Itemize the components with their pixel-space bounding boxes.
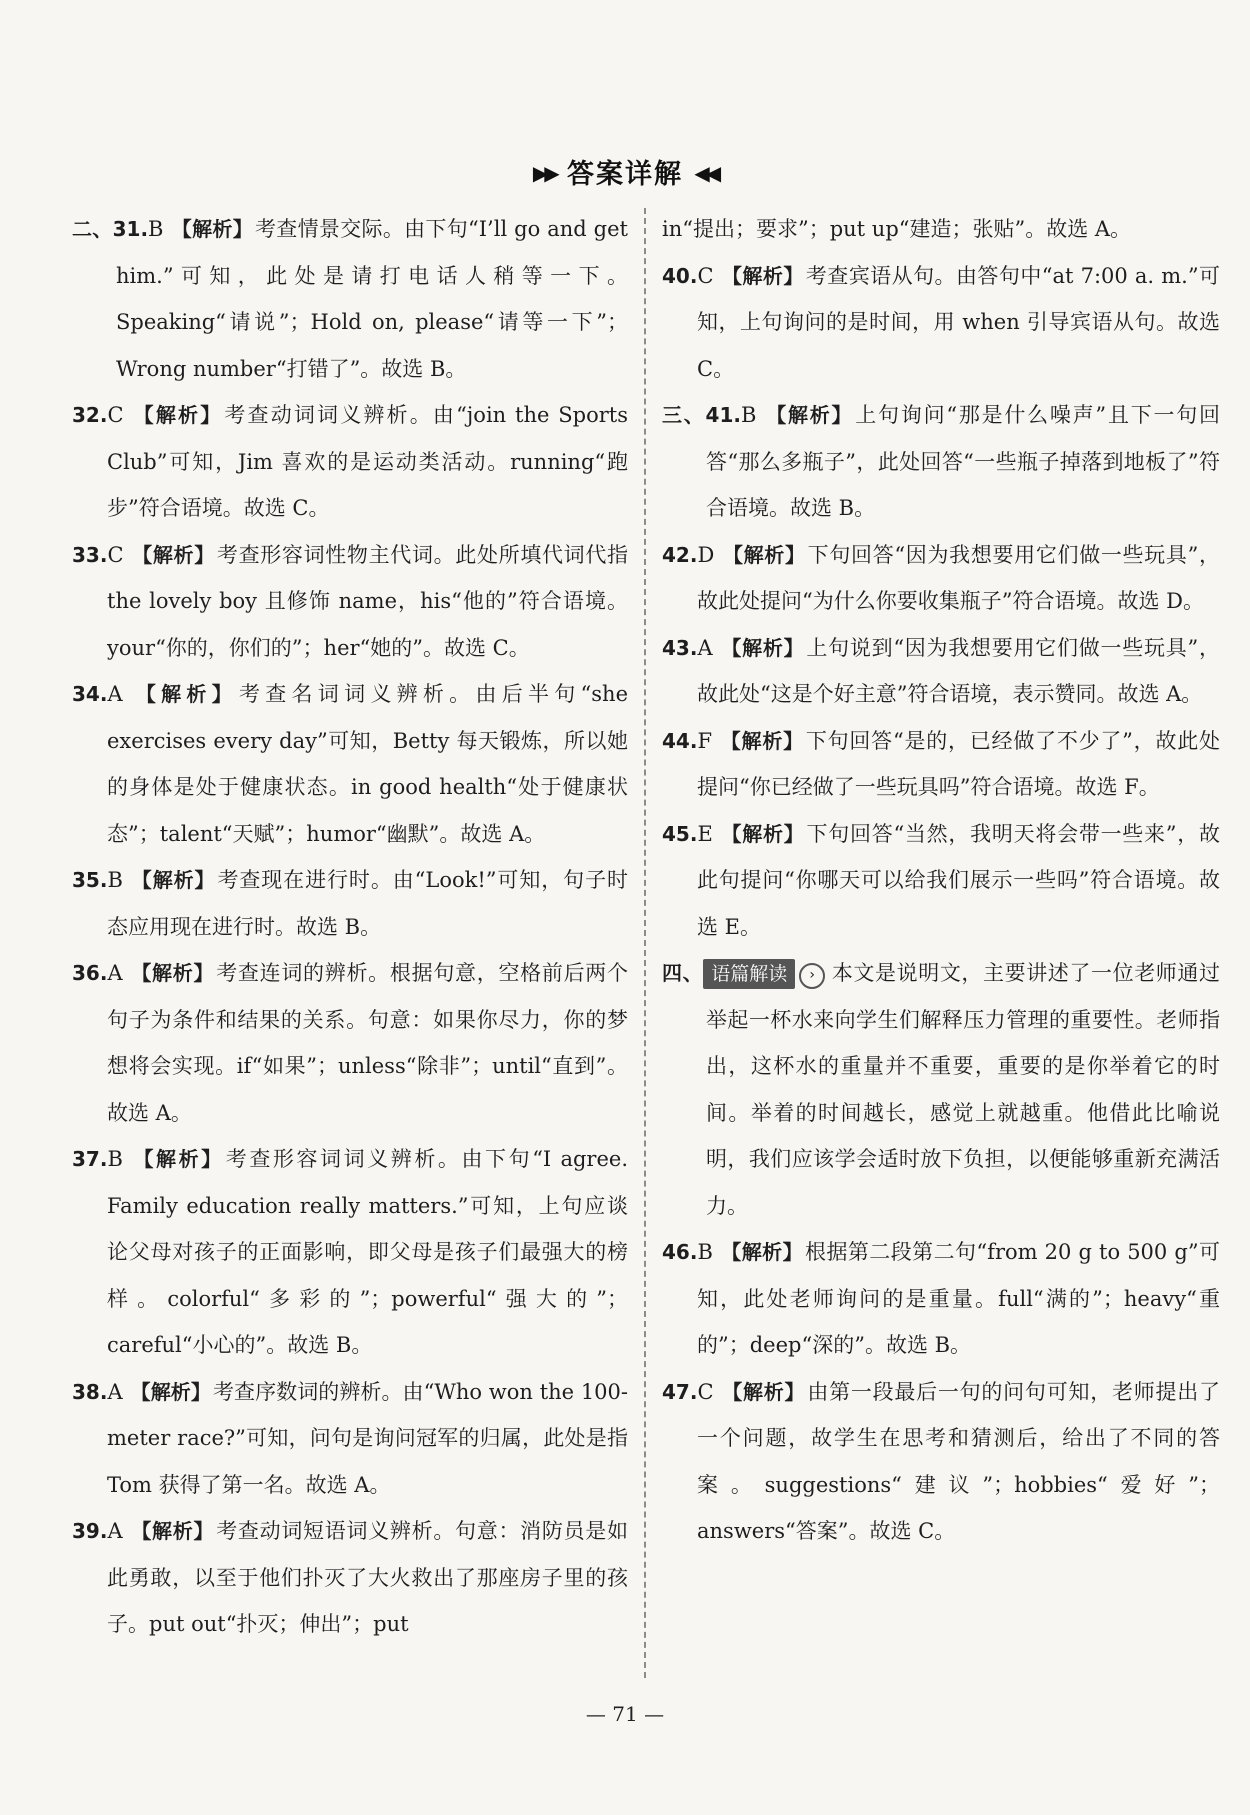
analysis-tag: 【解析】	[720, 821, 805, 846]
explanation-text: 下句回答“因为我想要用它们做一些玩具”，故此处提问“为什么你要收集瓶子”符合语境。故选 D。	[697, 542, 1220, 613]
explanation-text: 考查连词的辨析。根据句意，空格前后两个句子为条件和结果的关系。句意：如果你尽力，你的梦想将会实现。if“如果”；unless“除非”；until“直到”。故选 A。	[107, 961, 629, 1125]
question-number: 39.	[72, 1519, 108, 1543]
answer-letter: A	[107, 1519, 123, 1543]
explanation-text: 本文是说明文，主要讲述了一位老师通过举起一杯水来向学生们解释压力管理的重要性。老师指出，这杯水的重量并不重要，重要的是你举着它的时间。举着的时间越长，感觉上就越重。他借此比喻说明，我们应该学会适时放下负担，以便能够重新充满活力。	[706, 961, 1221, 1218]
answer-entry	[72, 671, 628, 857]
explanation-text: 下句回答“当然，我明天将会带一些来”，故此句提问“你哪天可以给我们展示一些吗”符合语境。故选 E。	[697, 821, 1220, 939]
answer-entry	[72, 950, 628, 1136]
question-number: 41.	[705, 403, 741, 427]
analysis-tag: 【解析】	[130, 1379, 211, 1404]
explanation-text: 根据第二段第二句“from 20 g to 500 g”可知，此处老师询问的是重量。full“满的”；heavy“重的”；deep“深的”。故选 B。	[697, 1240, 1220, 1357]
answer-letter: B	[107, 868, 123, 892]
analysis-tag: 【解析】	[130, 682, 237, 706]
analysis-tag: 【解析】	[720, 635, 805, 660]
answer-letter: F	[697, 728, 713, 753]
question-number: 34.	[72, 682, 108, 706]
analysis-tag: 【解析】	[130, 868, 216, 892]
section-number: 四、	[662, 961, 704, 985]
answer-entry	[662, 950, 1220, 1229]
question-number: 32.	[72, 403, 108, 427]
answer-letter: A	[107, 961, 123, 985]
answer-entry	[662, 1369, 1220, 1555]
answer-entry	[662, 811, 1220, 951]
analysis-tag: 【解析】	[721, 263, 804, 288]
answer-letter: D	[697, 542, 715, 567]
right-column	[662, 206, 1220, 1555]
explanation-text: 由第一段最后一句的问句可知，老师提出了一个问题，故学生在思考和猜测后，给出了不同的答案。suggestions“建议”；hobbies“爱好”；answers“答案”。故选 C。	[697, 1379, 1221, 1543]
answer-letter: A	[107, 1379, 123, 1404]
question-number: 43.	[662, 635, 698, 660]
answer-entry	[72, 1136, 628, 1369]
question-number: 33.	[72, 542, 108, 567]
answer-letter: A	[107, 682, 123, 706]
explanation-text: 考查序数词的辨析。由“Who won the 100-meter race?”可知，问句是询问冠军的归属，此处是指 Tom 获得了第一名。故选 A。	[107, 1379, 628, 1497]
column-divider	[644, 208, 646, 1678]
answer-letter: C	[697, 1379, 714, 1404]
analysis-tag: 【解析】	[130, 961, 215, 985]
answer-entry	[72, 206, 628, 392]
question-number: 37.	[72, 1147, 108, 1171]
answer-entry	[662, 718, 1220, 811]
question-number: 44.	[662, 728, 698, 753]
answer-letter: E	[697, 821, 713, 846]
analysis-tag: 【解析】	[131, 403, 223, 427]
section-number: 二、	[72, 217, 113, 241]
answer-entry	[662, 253, 1220, 393]
answer-letter: B	[107, 1147, 123, 1171]
page-title: 答案详解	[567, 159, 683, 190]
answer-entry	[72, 392, 628, 532]
question-number: 40.	[662, 263, 698, 288]
explanation-text: 考查形容词词义辨析。由下句“I agree. Family education really matters.”可知，上句应谈论父母对孩子的正面影响，即父母是孩子们最强大的榜样。colorful“多彩的”；powerful“强大的”；careful“小心的”。故选 B。	[107, 1147, 629, 1357]
answer-letter: B	[697, 1240, 713, 1264]
explanation-text: 考查现在进行时。由“Look!”可知，句子时态应用现在进行时。故选 B。	[107, 868, 628, 939]
explanation-text: 考查动词词义辨析。由“join the Sports Club”可知，Jim 喜欢的是运动类活动。running“跑步”符合语境。故选 C。	[107, 403, 629, 520]
analysis-tag: 【解析】	[171, 217, 253, 241]
question-number: 45.	[662, 821, 698, 846]
answer-entry	[72, 1369, 628, 1509]
explanation-text: 考查宾语从句。由答句中“at 7:00 a. m.”可知，上句询问的是时间，用 when 引导宾语从句。故选 C。	[697, 263, 1221, 381]
question-number: 35.	[72, 868, 108, 892]
answer-entry	[662, 206, 1220, 253]
answer-entry	[72, 1508, 628, 1648]
question-number: 42.	[662, 542, 698, 567]
answer-entry	[72, 857, 628, 950]
answer-entry	[662, 392, 1220, 532]
section-header	[0, 152, 1250, 191]
answer-letter: C	[697, 263, 714, 288]
analysis-tag: 【解析】	[720, 1240, 804, 1264]
explanation-text: 考查情景交际。由下句“I’ll go and get him.”可知，此处是请打电话人稍等一下。Speaking“请说”；Hold on, please“请等一下”；Wrong number“打错了”。故选 B。	[116, 217, 628, 381]
page-number: — 71 —	[585, 1702, 665, 1726]
answer-entry	[662, 532, 1220, 625]
question-number: 36.	[72, 961, 108, 985]
question-number: 47.	[662, 1379, 698, 1404]
explanation-text: 上句说到“因为我想要用它们做一些玩具”，故此处“这是个好主意”符合语境，表示赞同。故选 A。	[697, 635, 1220, 706]
chevron-right-circle-icon: ›	[799, 963, 825, 989]
explanation-text: 考查名词词义辨析。由后半句“she exercises every day”可知，Betty 每天锻炼，所以她的身体是处于健康状态。in good health“处于健康状态”；talent“天赋”；humor“幽默”。故选 A。	[107, 682, 629, 846]
section-number: 三、	[662, 403, 706, 427]
answer-letter: C	[107, 542, 124, 567]
answer-entry	[72, 532, 628, 672]
analysis-tag: 【解析】	[720, 728, 804, 753]
explanation-text: in“提出；要求”；put up“建造；张贴”。故选 A。	[662, 217, 1132, 241]
analysis-tag: 【解析】	[721, 1379, 806, 1404]
answer-entry	[662, 625, 1220, 718]
answer-letter: B	[148, 217, 164, 241]
passage-reading-badge: 语篇解读	[703, 959, 795, 989]
analysis-tag: 【解析】	[130, 1519, 215, 1543]
analysis-tag: 【解析】	[764, 403, 854, 427]
explanation-text: 考查形容词性物主代词。此处所填代词代指 the lovely boy 且修饰 name，his“他的”符合语境。your“你的，你们的”；her“她的”。故选 C。	[107, 542, 629, 660]
answer-letter: C	[107, 403, 124, 427]
double-arrow-left-icon: ◀◀	[694, 161, 718, 185]
analysis-tag: 【解析】	[722, 542, 806, 567]
explanation-text: 下句回答“是的，已经做了不少了”，故此处提问“你已经做了一些玩具吗”符合语境。故选 F。	[697, 728, 1220, 799]
double-arrow-right-icon: ▶▶	[532, 161, 556, 185]
answer-entry	[662, 1229, 1220, 1369]
analysis-tag: 【解析】	[130, 1147, 224, 1171]
answer-letter: A	[697, 635, 713, 660]
question-number: 38.	[72, 1379, 108, 1404]
analysis-tag: 【解析】	[131, 542, 215, 567]
question-number: 46.	[662, 1240, 698, 1264]
explanation-text: 考查动词短语词义辨析。句意：消防员是如此勇敢，以至于他们扑灭了大火救出了那座房子里的孩子。put out“扑灭；伸出”；put	[107, 1519, 629, 1636]
left-column	[72, 206, 628, 1648]
explanation-text: 上句询问“那是什么噪声”且下一句回答“那么多瓶子”，此处回答“一些瓶子掉落到地板了”符合语境。故选 B。	[706, 403, 1221, 520]
question-number: 31.	[112, 217, 149, 241]
answer-letter: B	[740, 403, 757, 427]
